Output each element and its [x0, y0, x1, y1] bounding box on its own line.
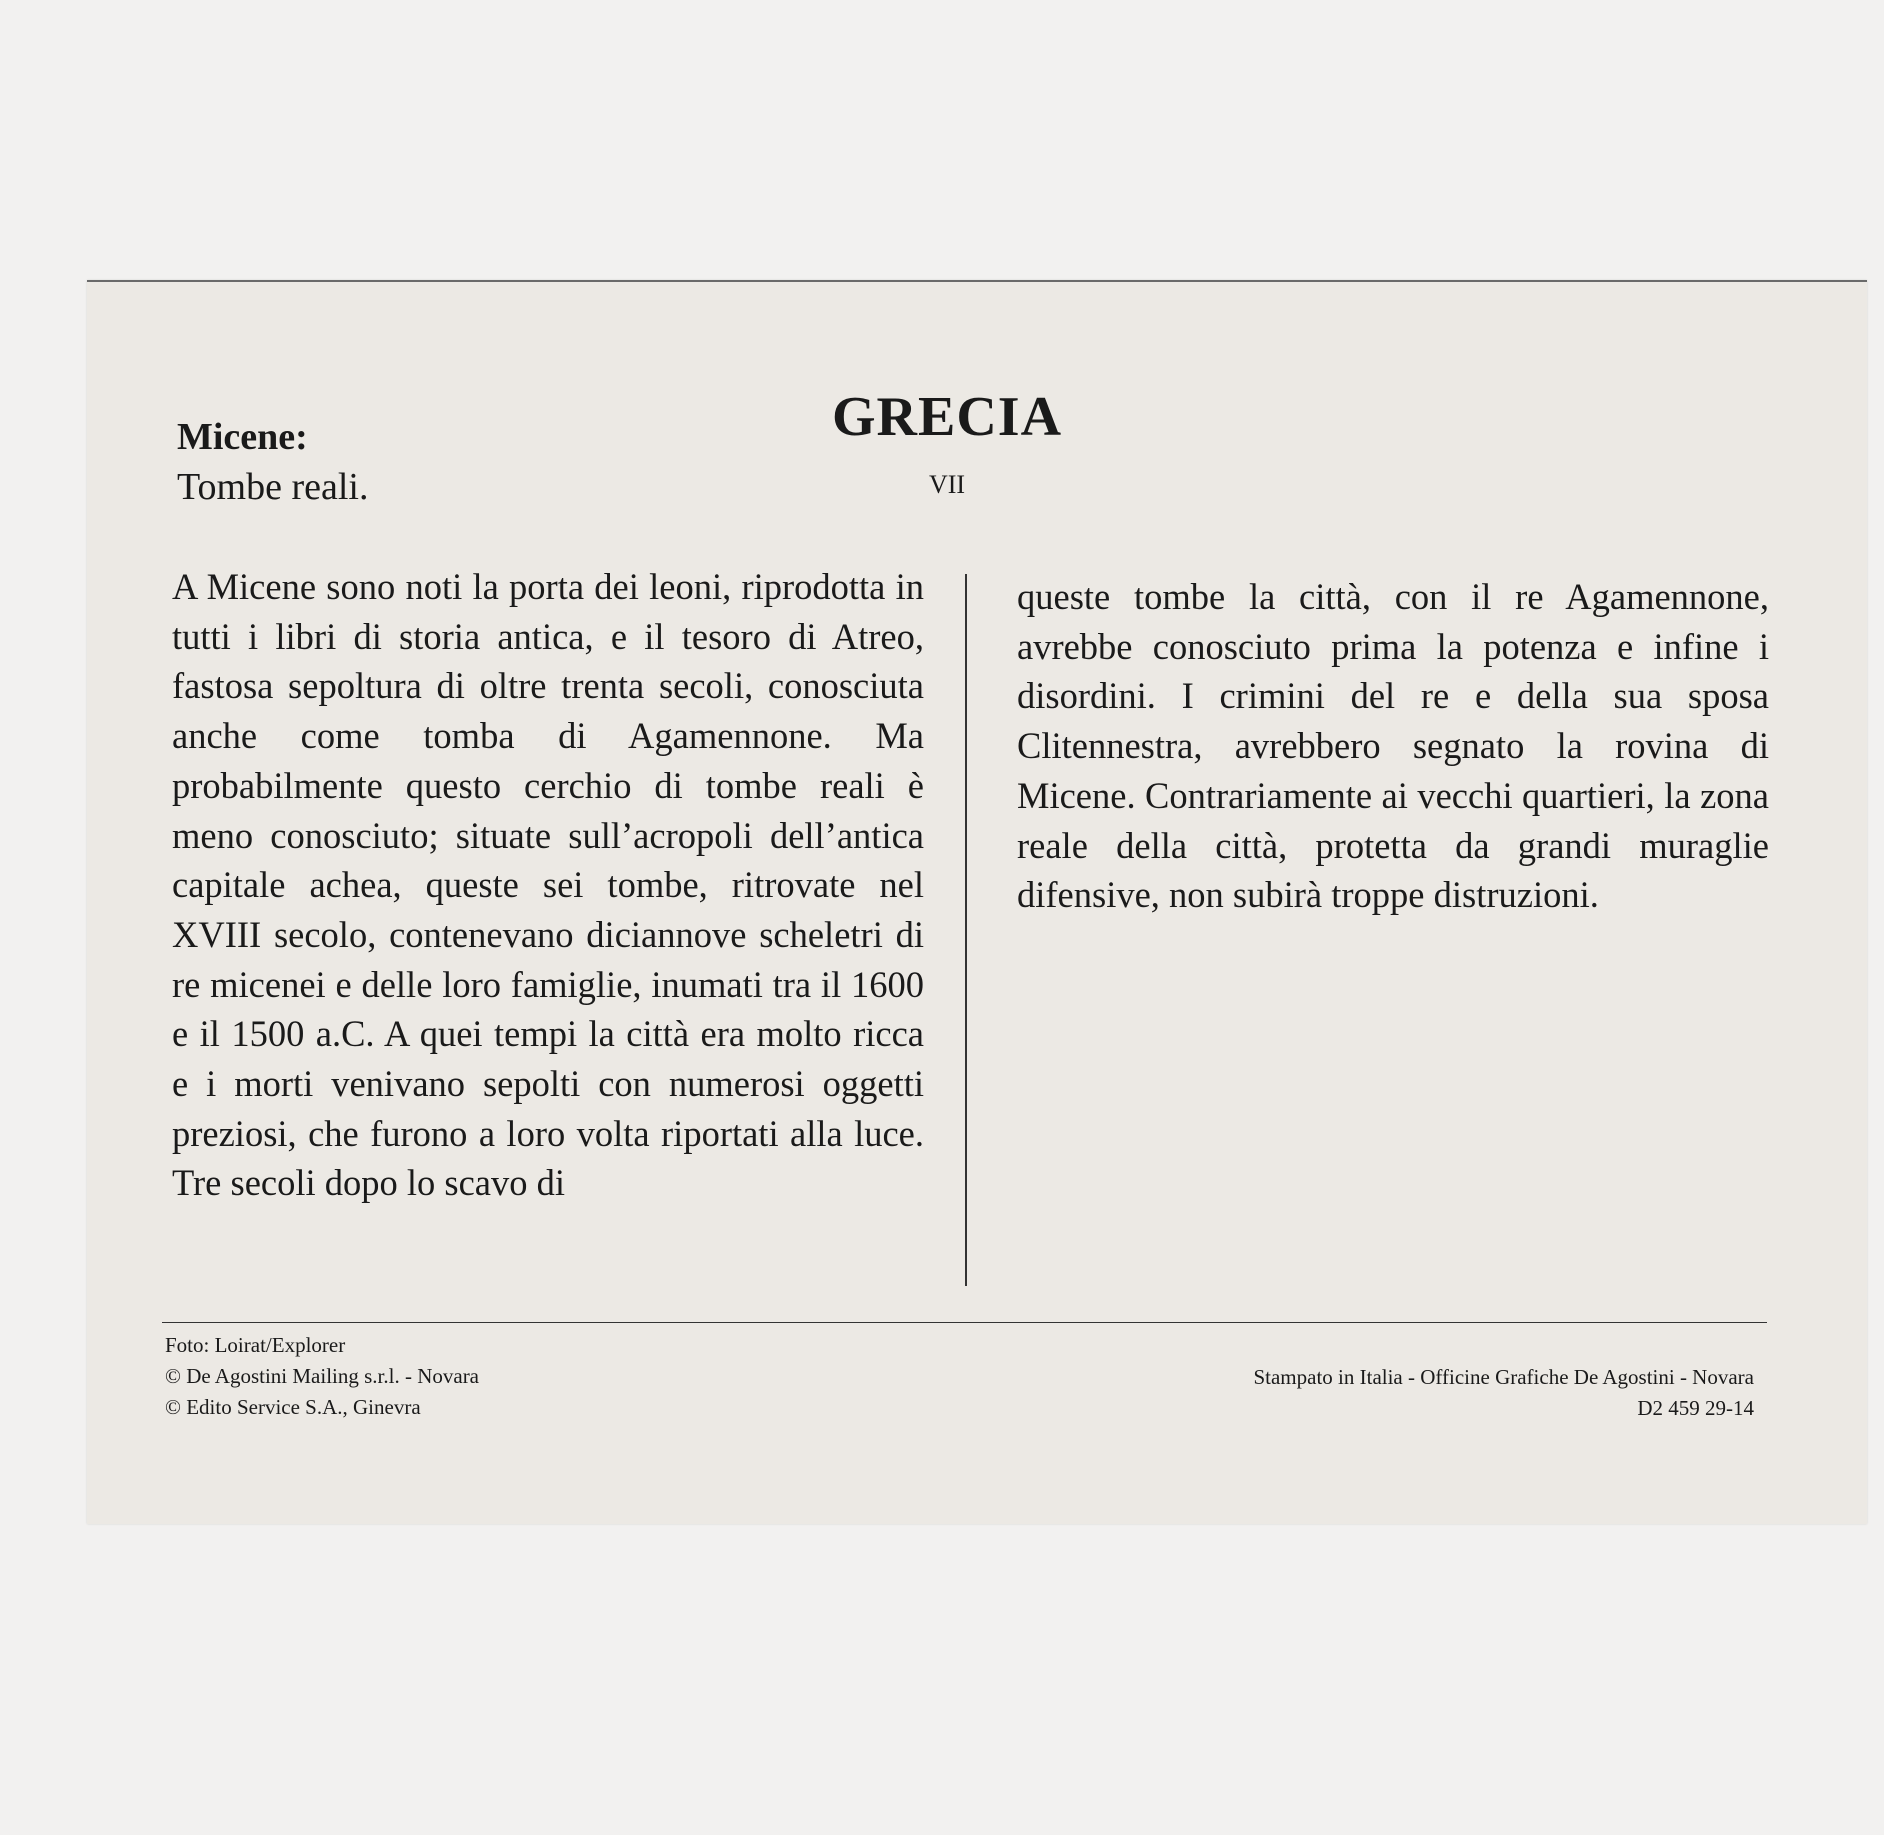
copyright-line-2: © Edito Service S.A., Ginevra [165, 1395, 421, 1419]
printer-line: Stampato in Italia - Officine Grafiche De Agostini - Novara [1253, 1365, 1754, 1389]
footer-divider [162, 1322, 1767, 1323]
postcard-back [87, 280, 1867, 1524]
column-divider [965, 574, 967, 1286]
country-title: GRECIA [831, 386, 1063, 448]
series-title [87, 382, 1867, 500]
body-text-left-column: A Micene sono noti la porta dei leoni, riprodotta in tutti i libri di storia antica, e il tesoro di Atreo, fastosa sepoltura di oltre trenta secoli, conosciuta anche come tomba di Agamennone. Ma probabilmente questo cerchio di tombe reali è meno conosciuto; situate sull’acropoli dell’antica capitale achea, queste sei tombe, ritrovate nel XVIII secolo, contenevano diciannove scheletri di re micenei e delle loro famiglie, inumati tra il 1600 e il 1500 a.C. A quei tempi la città era molto ricca e i morti venivano sepolti con numerosi oggetti preziosi, che furono a loro volta riportati alla luce. Tre secoli dopo lo scavo di [172, 566, 924, 1204]
photo-credit: Foto: Loirat/Explorer [165, 1333, 346, 1357]
volume-number: VII [928, 470, 966, 499]
product-code: D2 459 29-14 [1637, 1396, 1754, 1420]
copyright-line-1: © De Agostini Mailing s.r.l. - Novara [165, 1364, 480, 1388]
photo-credits [165, 1330, 479, 1423]
place-name: Micene: [177, 416, 308, 458]
printer-info [1253, 1362, 1754, 1424]
body-text-right-column: queste tombe la città, con il re Agamennone, avrebbe conosciuto prima la potenza e infine i disordini. I crimini del re e della sua sposa Clitennestra, avrebbero segnato la rovina di Micene. Contrariamente ai vecchi quartieri, la zona reale della città, protetta da grandi muraglie difensive, non subirà troppe distruzioni. [1017, 576, 1769, 916]
subject-name: Tombe reali. [177, 466, 369, 508]
